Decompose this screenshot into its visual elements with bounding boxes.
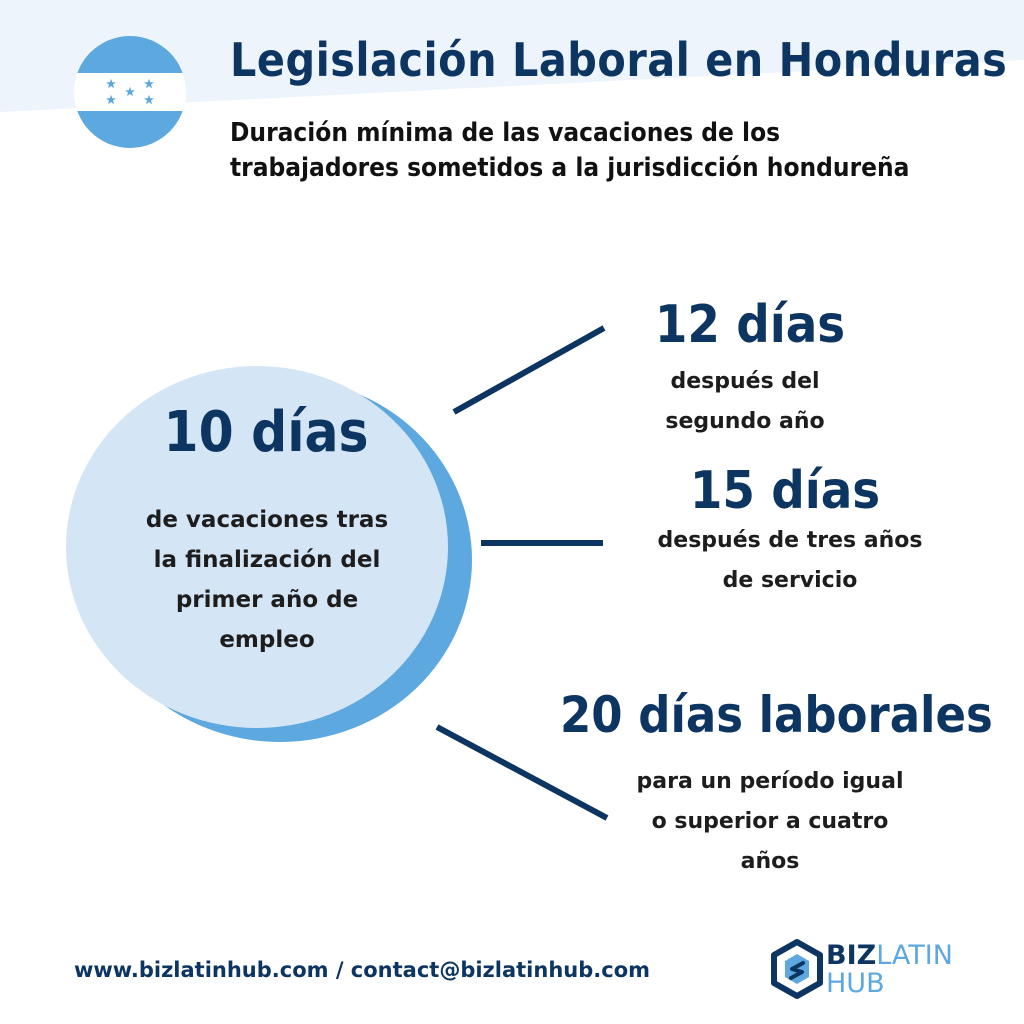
connector-tier-1 <box>454 328 604 412</box>
bizlatinhub-logo-icon <box>770 938 824 1002</box>
tier-desc-line: de servicio <box>722 568 858 593</box>
tier-desc-line: para un período igual <box>636 769 904 794</box>
main-desc-line: la finalización del <box>153 547 381 573</box>
tier-desc-line: años <box>740 849 800 874</box>
tier-desc-line: después de tres años <box>657 528 923 553</box>
tier-2-description <box>620 521 960 601</box>
subtitle-line-1: Duración mínima de las vacaciones de los <box>230 118 781 148</box>
tier-3-description <box>600 762 940 882</box>
tier-2-value: 15 días <box>689 461 881 521</box>
tier-3-value: 20 días laborales <box>560 686 993 744</box>
main-desc-line: empleo <box>219 627 315 653</box>
tier-desc-line: segundo año <box>665 409 825 434</box>
subtitle-line-2: trabajadores sometidos a la jurisdicción hondureña <box>230 153 910 183</box>
main-desc-line: primer año de <box>175 587 359 613</box>
page-title: Legislación Laboral en Honduras <box>230 33 1008 87</box>
tier-1-value: 12 días <box>654 295 846 355</box>
tier-desc-line: o superior a cuatro <box>651 809 889 834</box>
main-duration-value: 10 días <box>163 400 369 465</box>
tier-1-description <box>600 362 890 442</box>
brand-logo <box>770 938 970 1002</box>
contact-info: www.bizlatinhub.com / contact@bizlatinhub.com <box>74 958 651 982</box>
brand-word-biz: BIZ <box>826 940 877 971</box>
tier-desc-line: después del <box>670 369 820 394</box>
main-desc-line: de vacaciones tras <box>145 507 389 533</box>
brand-wordmark <box>826 942 953 998</box>
brand-word-hub: HUB <box>826 968 885 999</box>
brand-word-latin: LATIN <box>876 940 953 971</box>
